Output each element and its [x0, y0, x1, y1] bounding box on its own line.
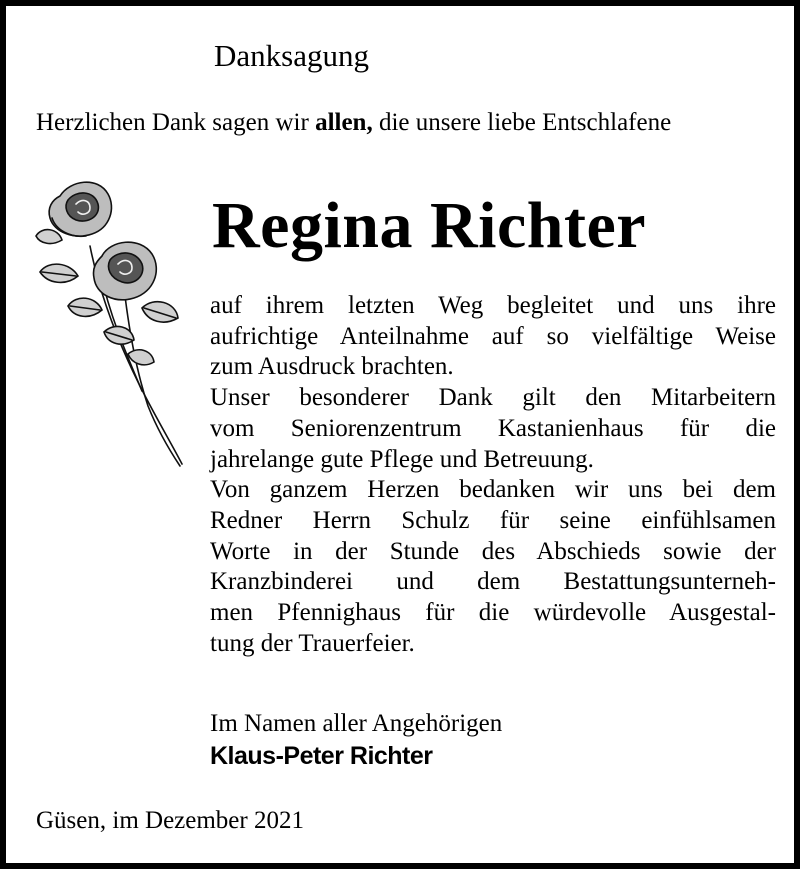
body-line: vom Seniorenzentrum Kastanienhaus für die: [210, 414, 776, 442]
body-line: auf ihrem letzten Weg begleitet und uns ihre: [210, 292, 776, 319]
signature-line: Im Namen aller Angehörigen: [210, 710, 503, 737]
notice-body: [210, 291, 776, 659]
intro-emphasis: allen,: [315, 109, 373, 136]
body-line: tung der Trauerfeier.: [210, 629, 415, 657]
signature-name: Klaus-Peter Richter: [210, 742, 433, 770]
intro-text-end: die unsere liebe Entschlafene: [372, 109, 672, 136]
body-line: men Pfennighaus für die würdevolle Ausgestal-: [210, 599, 776, 627]
deceased-name: Regina Richter: [212, 189, 647, 262]
body-line: aufrichtige Anteilnahme auf so vielfältige Weise: [210, 322, 776, 350]
body-line: jahrelange gute Pflege und Betreuung.: [210, 445, 594, 473]
intro-text: Herzlichen Dank sagen wir: [36, 109, 316, 136]
place-date: Güsen, im Dezember 2021: [36, 807, 304, 834]
body-line: Redner Herrn Schulz für seine einfühlsamen: [210, 506, 776, 534]
body-line: Unser besonderer Dank gilt den Mitarbeitern: [210, 384, 776, 412]
notice-heading: Danksagung: [214, 38, 369, 73]
body-line: zum Ausdruck brachten.: [210, 353, 454, 381]
body-line: Kranzbinderei und dem Bestattungsunterneh-: [210, 568, 776, 596]
body-line: Von ganzem Herzen bedanken wir uns bei dem: [210, 476, 776, 504]
body-line: Worte in der Stunde des Abschieds sowie der: [210, 537, 776, 565]
rose-icon: [30, 176, 190, 476]
intro-line: [36, 107, 671, 139]
